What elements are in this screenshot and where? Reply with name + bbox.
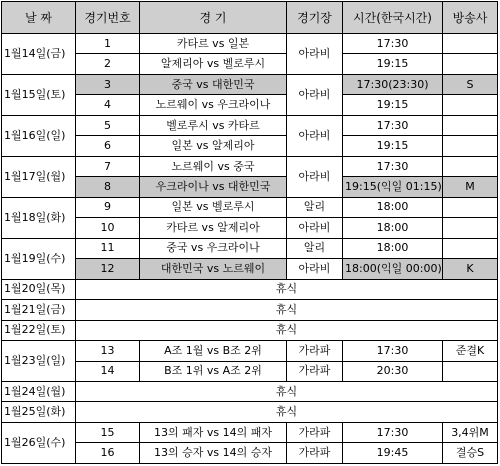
date-cell: 1월25일(화) [2,402,76,422]
venue-cell: 아라비 [287,115,343,156]
time-cell: 18:00 [343,218,443,238]
venue-cell: 가라파 [287,361,343,381]
game-number: 13 [76,341,140,361]
date-cell: 1월18일(화) [2,197,76,238]
venue-cell: 가라파 [287,443,343,464]
time-cell: 19:15 [343,136,443,156]
venue-cell: 아라비 [287,259,343,279]
venue-cell: 아라비 [287,74,343,115]
game-number: 11 [76,238,140,258]
header-row [2,2,498,34]
game-number: 2 [76,54,140,74]
broadcaster-cell [443,218,498,238]
game-number: 1 [76,34,140,54]
header-venue: 경기장 [287,2,343,34]
time-cell: 17:30 [343,34,443,54]
broadcaster-cell [443,156,498,176]
game-number: 8 [76,177,140,197]
rest-cell: 휴식 [76,300,498,320]
date-cell: 1월14일(금) [2,34,76,75]
table-row [2,300,498,320]
table-row [2,95,498,115]
date-cell: 1월17일(월) [2,156,76,197]
date-cell: 1월19일(수) [2,238,76,279]
table-row [2,279,498,299]
match-cell: 우크라이나 vs 대한민국 [140,177,287,197]
time-cell: 18:00 [343,197,443,217]
rest-cell: 휴식 [76,381,498,401]
game-number: 7 [76,156,140,176]
game-number: 3 [76,74,140,94]
date-cell: 1월26일(수) [2,422,76,463]
table-row [2,238,498,258]
time-cell: 19:15 [343,54,443,74]
match-cell: 중국 vs 대한민국 [140,74,287,94]
table-row [2,381,498,401]
table-row [2,115,498,135]
broadcaster-cell [443,136,498,156]
match-cell: 대한민국 vs 노르웨이 [140,259,287,279]
broadcaster-cell [443,361,498,381]
time-cell: 19:45 [343,443,443,464]
time-cell: 18:00(익일 00:00) [343,259,443,279]
venue-cell: 알리 [287,238,343,258]
match-cell: A조 1월 vs B조 2위 [140,341,287,361]
match-cell: 카타르 vs 일본 [140,34,287,54]
game-number: 14 [76,361,140,381]
table-row [2,259,498,279]
venue-cell: 가라파 [287,341,343,361]
broadcaster-cell [443,34,498,54]
table-row [2,402,498,422]
game-number: 10 [76,218,140,238]
table-row [2,74,498,94]
match-cell: B조 1위 vs A조 2위 [140,361,287,381]
broadcaster-cell: M [443,177,498,197]
table-row [2,34,498,54]
table-row [2,177,498,197]
match-cell: 카타르 vs 알제리아 [140,218,287,238]
match-cell: 중국 vs 우크라이나 [140,238,287,258]
date-cell: 1월23일(일) [2,341,76,382]
time-cell: 19:15(익일 01:15) [343,177,443,197]
venue-cell: 가라파 [287,422,343,442]
table-row [2,156,498,176]
time-cell: 20:30 [343,361,443,381]
schedule-table [1,1,498,464]
date-cell: 1월24일(월) [2,381,76,401]
venue-cell: 알리 [287,197,343,217]
time-cell: 17:30(23:30) [343,74,443,94]
broadcaster-cell [443,115,498,135]
header-time: 시간(한국시간) [343,2,443,34]
broadcaster-cell: S [443,74,498,94]
venue-cell: 아라비 [287,156,343,197]
broadcaster-cell [443,95,498,115]
match-cell: 일본 vs 알제리아 [140,136,287,156]
header-game-number: 경기번호 [76,2,140,34]
broadcaster-cell: 준결K [443,341,498,361]
game-number: 16 [76,443,140,464]
table-row [2,341,498,361]
time-cell: 17:30 [343,115,443,135]
broadcaster-cell: 3,4위M [443,422,498,442]
venue-cell: 아라비 [287,218,343,238]
match-cell: 벨로루시 vs 카타르 [140,115,287,135]
time-cell: 17:30 [343,156,443,176]
header-match: 경 기 [140,2,287,34]
table-row [2,320,498,340]
match-cell: 일본 vs 벨로루시 [140,197,287,217]
game-number: 15 [76,422,140,442]
game-number: 9 [76,197,140,217]
match-cell: 노르웨이 vs 중국 [140,156,287,176]
table-row [2,443,498,464]
rest-cell: 휴식 [76,279,498,299]
date-cell: 1월20일(목) [2,279,76,299]
table-row [2,136,498,156]
broadcaster-cell [443,197,498,217]
time-cell: 17:30 [343,341,443,361]
match-cell: 노르웨이 vs 우크라이나 [140,95,287,115]
time-cell: 18:00 [343,238,443,258]
game-number: 12 [76,259,140,279]
match-cell: 알제리아 vs 벨로루시 [140,54,287,74]
date-cell: 1월21일(금) [2,300,76,320]
table-row [2,197,498,217]
time-cell: 17:30 [343,422,443,442]
date-cell: 1월15일(토) [2,74,76,115]
match-cell: 13의 패자 vs 14의 패자 [140,422,287,442]
table-row [2,361,498,381]
rest-cell: 휴식 [76,320,498,340]
game-number: 5 [76,115,140,135]
rest-cell: 휴식 [76,402,498,422]
header-broadcaster: 방송사 [443,2,498,34]
table-row [2,422,498,442]
broadcaster-cell: 결승S [443,443,498,464]
date-cell: 1월16일(일) [2,115,76,156]
time-cell: 19:15 [343,95,443,115]
venue-cell: 아라비 [287,34,343,75]
game-number: 6 [76,136,140,156]
table-row [2,54,498,74]
broadcaster-cell [443,238,498,258]
game-number: 4 [76,95,140,115]
header-date: 날 짜 [2,2,76,34]
date-cell: 1월22일(토) [2,320,76,340]
broadcaster-cell: K [443,259,498,279]
broadcaster-cell [443,54,498,74]
table-row [2,218,498,238]
match-cell: 13의 승자 vs 14의 승자 [140,443,287,464]
